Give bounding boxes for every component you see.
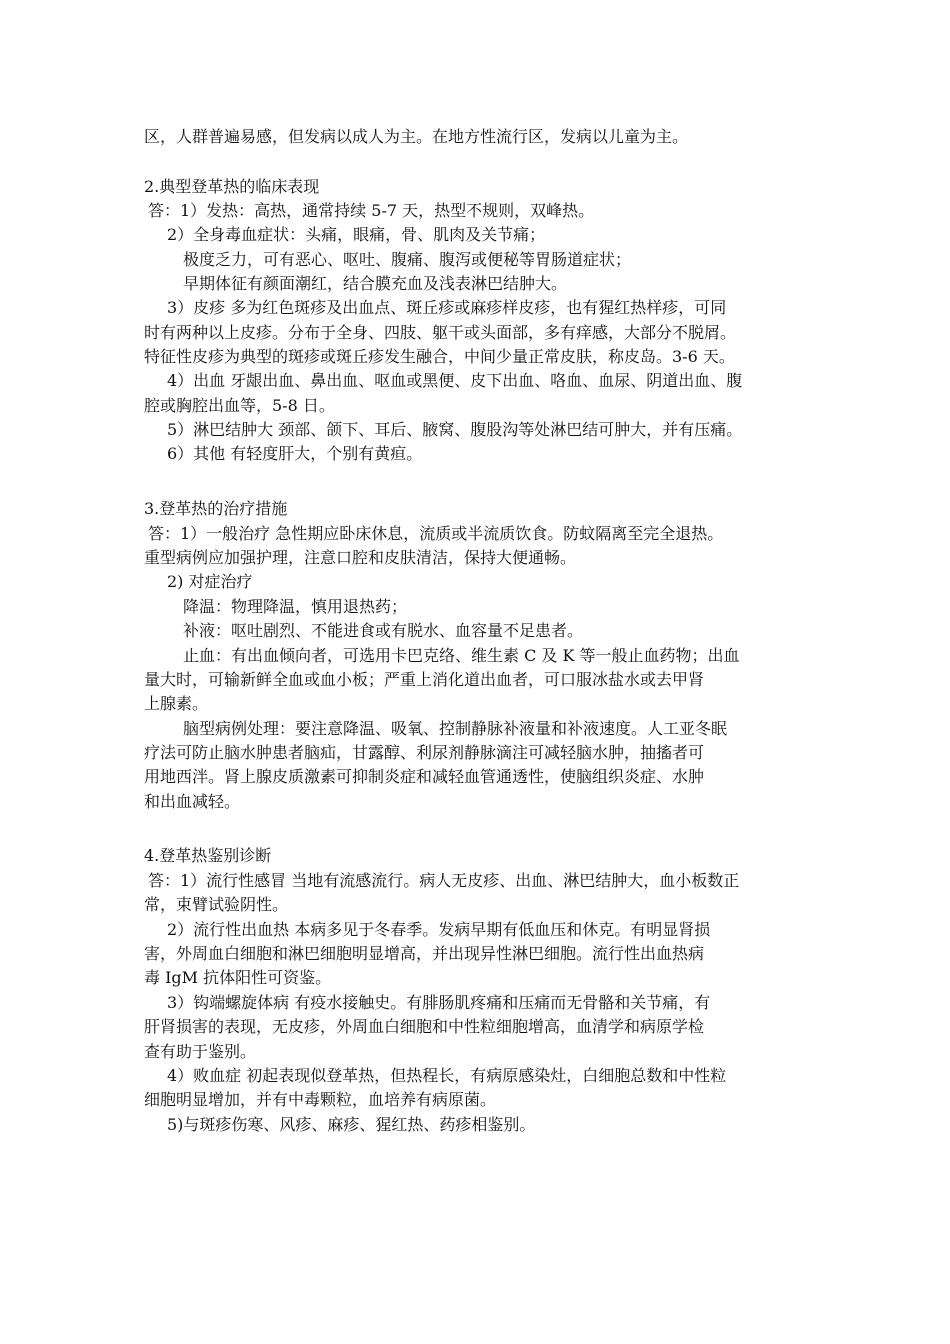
text-line: 止血：有出血倾向者，可选用卡巴克络、维生素 C 及 K 等一般止血药物；出血 (183, 646, 740, 665)
section-heading: 3.登革热的治疗措施 (144, 499, 288, 518)
section-heading: 4.登革热鉴别诊断 (144, 846, 272, 865)
text-line: 答：1）发热：高热，通常持续 5-7 天，热型不规则，双峰热。 (148, 201, 595, 220)
text-line: 5）淋巴结肿大 颈部、颌下、耳后、腋窝、腹股沟等处淋巴结可肿大，并有压痛。 (167, 420, 743, 439)
text-line: 区，人群普遍易感，但发病以成人为主。在地方性流行区，发病以儿童为主。 (144, 127, 689, 146)
text-line: 5)与斑疹伤寒、风疹、麻疹、猩红热、药疹相鉴别。 (167, 1115, 536, 1134)
text-line: 细胞明显增加，并有中毒颗粒，血培养有病原菌。 (144, 1090, 497, 1109)
text-line: 补液：呕吐剧烈、不能进食或有脱水、血容量不足患者。 (183, 621, 584, 640)
text-line: 用地西泮。肾上腺皮质激素可抑制炎症和减轻血管通透性，使脑组织炎症、水肿 (144, 767, 705, 786)
text-line: 肝肾损害的表现，无皮疹，外周血白细胞和中性粒细胞增高，血清学和病原学检 (144, 1017, 705, 1036)
text-line: 早期体征有颜面潮红，结合膜充血及浅表淋巴结肿大。 (183, 274, 568, 293)
text-line: 腔或胸腔出血等，5-8 日。 (144, 396, 335, 415)
section-heading: 2.典型登革热的临床表现 (144, 177, 320, 196)
text-line: 疗法可防止脑水肿患者脑疝，甘露醇、利尿剂静脉滴注可减轻脑水肿，抽搐者可 (144, 743, 705, 762)
text-line: 和出血减轻。 (144, 792, 241, 811)
text-line: 特征性皮疹为典型的斑疹或斑丘疹发生融合，中间少量正常皮肤，称皮岛。3-6 天。 (144, 347, 735, 366)
text-line: 毒 IgM 抗体阳性可资鉴。 (144, 968, 332, 987)
text-line: 量大时，可输新鲜全血或血小板；严重上消化道出血者，可口服冰盐水或去甲肾 (144, 670, 705, 689)
text-line: 查有助于鉴别。 (144, 1042, 257, 1061)
text-line: 常，束臂试验阴性。 (144, 895, 289, 914)
text-line: 降温：物理降温，慎用退热药； (183, 597, 408, 616)
text-line: 2) 对症治疗 (167, 572, 253, 591)
text-line: 重型病例应加强护理，注意口腔和皮肤清洁，保持大便通畅。 (144, 548, 577, 567)
text-line: 上腺素。 (144, 694, 209, 713)
text-line: 脑型病例处理：要注意降温、吸氧、控制静脉补液量和补液速度。人工亚冬眠 (183, 719, 728, 738)
text-line: 4）出血 牙龈出血、鼻出血、呕血或黑便、皮下出血、咯血、血尿、阴道出血、腹 (167, 371, 743, 390)
text-line: 2）全身毒血症状：头痛，眼痛，骨、肌肉及关节痛； (167, 225, 546, 244)
text-line: 2）流行性出血热 本病多见于冬春季。发病早期有低血压和休克。有明显肾损 (167, 920, 711, 939)
text-line: 4）败血症 初起表现似登革热，但热程长，有病原感染灶，白细胞总数和中性粒 (167, 1066, 727, 1085)
text-line: 害，外周血白细胞和淋巴细胞明显增高，并出现异性淋巴细胞。流行性出血热病 (144, 944, 705, 963)
text-line: 3）皮疹 多为红色斑疹及出血点、斑丘疹或麻疹样皮疹，也有猩红热样疹，可同 (167, 298, 727, 317)
text-line: 3）钩端螺旋体病 有疫水接触史。有腓肠肌疼痛和压痛而无骨骼和关节痛，有 (167, 993, 711, 1012)
text-line: 答：1）流行性感冒 当地有流感流行。病人无皮疹、出血、淋巴结肿大，血小板数正 (148, 871, 740, 890)
text-line: 6）其他 有轻度肝大，个别有黄疸。 (167, 444, 423, 463)
text-line: 时有两种以上皮疹。分布于全身、四肢、躯干或头面部，多有痒感，大部分不脱屑。 (144, 323, 737, 342)
text-line: 答：1）一般治疗 急性期应卧床休息，流质或半流质饮食。防蚊隔离至完全退热。 (148, 524, 724, 543)
text-line: 极度乏力，可有恶心、呕吐、腹痛、腹泻或便秘等胃肠道症状； (183, 250, 632, 269)
